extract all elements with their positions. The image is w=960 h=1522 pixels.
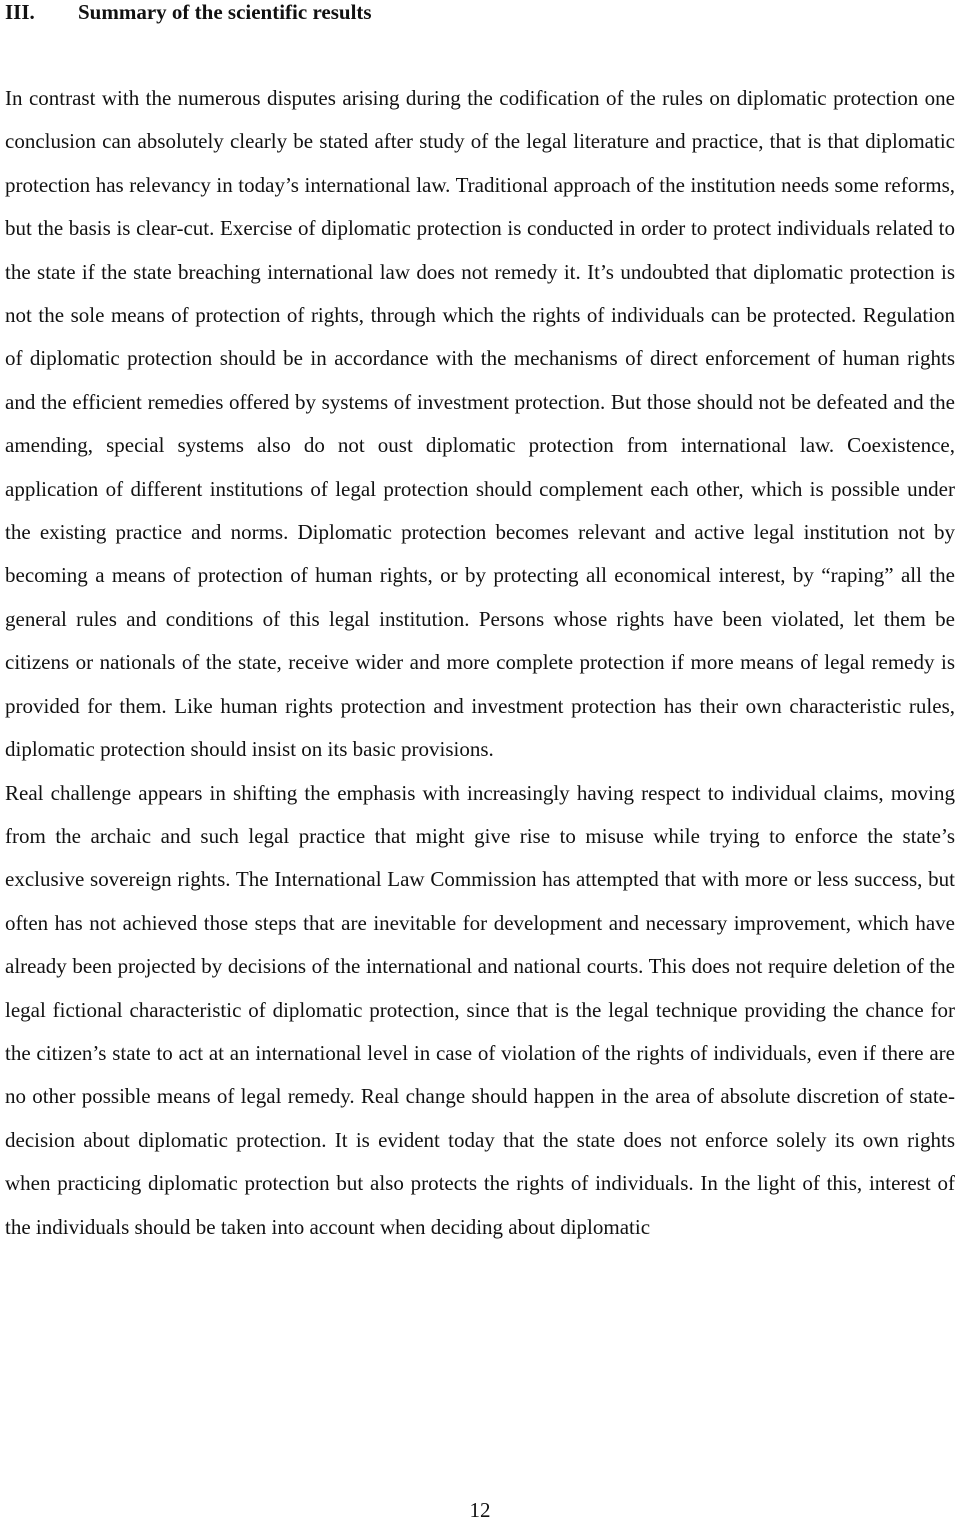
section-title: Summary of the scientific results [78,0,372,24]
section-heading [5,0,955,24]
body-paragraph: Real challenge appears in shifting the emphasis with increasingly having respect to individual claims, moving from the archaic and such legal practice that might give rise to misuse while trying to enforce the state’s exclusive sovereign rights. The International Law Commission has attempted that with more or less success, but often has not achieved those steps that are inevitable for development and necessary improvement, which have already been projected by decisions of the international and national courts. This does not require deletion of the legal fictional characteristic of diplomatic protection, since that is the legal technique providing the chance for the citizen’s state to act at an international level in case of violation of the rights of individuals, even if there are no other possible means of legal remedy. Real change should happen in the area of absolute discretion of state-decision about diplomatic protection. It is evident today that the state does not enforce solely its own rights when practicing diplomatic protection but also protects the rights of individuals. In the light of this, interest of the individuals should be taken into account when deciding about diplomatic [5,780,955,1239]
section-number: III. [5,0,35,24]
page-number: 12 [469,1498,491,1522]
body-paragraph: In contrast with the numerous disputes arising during the codification of the rules on diplomatic protection one conclusion can absolutely clearly be stated after study of the legal literature and practice, that is that diplomatic protection has relevancy in today’s international law. Traditional approach of the institution needs some reforms, but the basis is clear-cut. Exercise of diplomatic protection is conducted in order to protect individuals related to the state if the state breaching international law does not remedy it. It’s undoubted that diplomatic protection is not the sole means of protection of rights, through which the rights of individuals can be protected. Regulation of diplomatic protection should be in accordance with the mechanisms of direct enforcement of human rights and the efficient remedies offered by systems of investment protection. But those should not be defeated and the amending, special systems also do not oust diplomatic protection from international law. Coexistence, application of different institutions of legal protection should complement each other, which is possible under the existing practice and norms. Diplomatic protection becomes relevant and active legal institution not by becoming a means of protection of human rights, or by protecting all economical interest, by “raping” all the general rules and conditions of this legal institution. Persons whose rights have been violated, let them be citizens or nationals of the state, receive wider and more complete protection if more means of legal remedy is provided for them. Like human rights protection and investment protection has their own characteristic rules, diplomatic protection should insist on its basic provisions. [5,86,955,762]
document-page [5,0,955,1249]
